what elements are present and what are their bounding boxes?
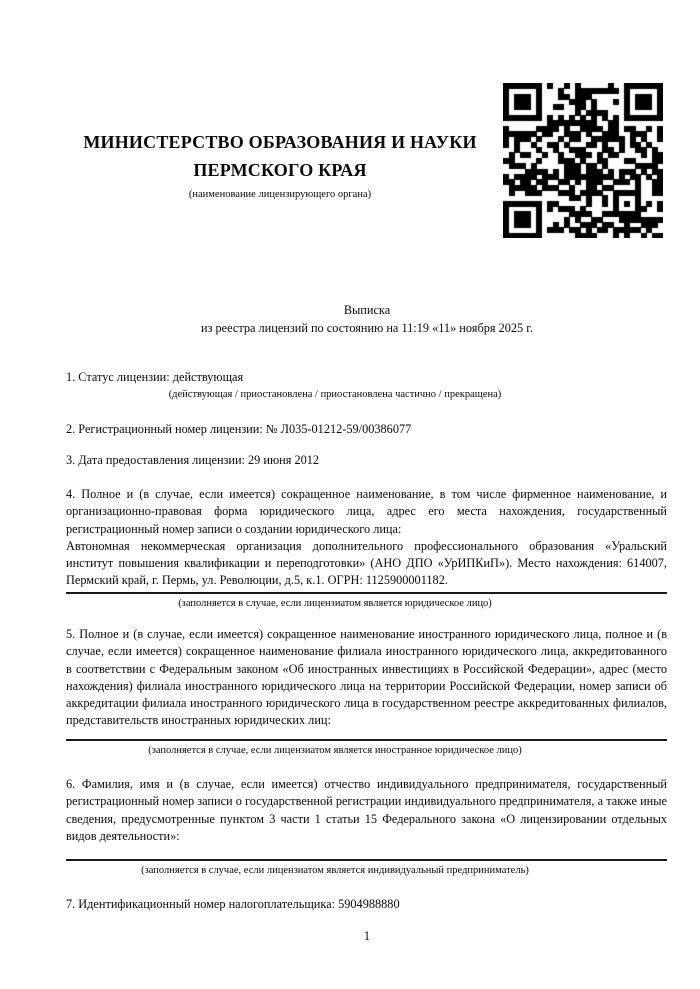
document-title-line2: из реестра лицензий по состоянию на 11:19 «11» ноября 2025 г. — [201, 320, 533, 335]
section-foreign-entity-caption: (заполняется в случае, если лицензиатом является иностранное юридическое лицо) — [148, 744, 522, 756]
section-foreign-entity-text: 5. Полное и (в случае, если имеется) сокращенное наименование иностранного юридического лица, полное и (в случае, если имеется) сокращенное наименование филиала иностранного юридического лица, аккредитованного в соответствии с Федеральным законом «Об иностранных инвестициях в Российской Федерации», адрес (место нахождения) филиала иностранного юридического лица на территории Российской Федерации, номер записи об аккредитации филиала иностранного юридического лица в государственном реестре аккредитованных филиалов, представительств иностранных юридических лиц: — [66, 627, 667, 728]
section-license-date — [66, 452, 667, 469]
section-individual-entrepreneur-text: 6. Фамилия, имя и (в случае, если имеется) отчество индивидуального предпринимателя, государственный регистрационный номер записи о государственной регистрации индивидуального предпринимателя, а также иные сведения, предусмотренные пунктом 3 части 1 статьи 15 Федерального закона «О лицензировании отдельных видов деятельности»: — [66, 777, 667, 843]
section-foreign-entity — [66, 626, 667, 757]
section-license-status-caption: (действующая / приостановлена / приостановлена частично / прекращена) — [168, 389, 502, 401]
section-foreign-entity-underline — [66, 739, 667, 741]
section-legal-entity — [66, 486, 667, 610]
section-registration-number — [66, 421, 667, 438]
section-taxpayer-number-text: 7. Идентификационный номер налогоплательщика: 5904988880 — [66, 897, 400, 911]
section-individual-entrepreneur-underline — [66, 859, 667, 861]
ministry-name-line2: ПЕРМСКОГО КРАЯ — [193, 160, 367, 180]
ministry-caption: (наименование лицензирующего органа) — [188, 189, 372, 200]
document-title — [34, 302, 700, 337]
section-legal-entity-caption: (заполняется в случае, если лицензиатом является юридическое лицо) — [178, 597, 492, 609]
section-taxpayer-number — [66, 896, 667, 913]
section-legal-entity-value: Автономная некоммерческая организация дополнительного профессионального образования «Уральский институт повышения квалификации и переподготовки» (АНО ДПО «УрИПКиП»). Место нахождения: 614007, Пермский край, г. Пермь, ул. Революции, д.5, к.1. ОГРН: 1125900001182. — [66, 538, 667, 588]
section-individual-entrepreneur — [66, 776, 667, 877]
page-number: 1 — [363, 929, 371, 943]
section-license-status-text: 1. Статус лицензии: действующая — [66, 370, 244, 384]
section-legal-entity-text: 4. Полное и (в случае, если имеется) сокращенное наименование, в том числе фирменное наименование, и организационно-правовая форма юридического лица, адрес его места нахождения, государственный регистрационный номер записи о создании юридического лица: — [66, 487, 667, 536]
qr-code-icon — [503, 83, 663, 238]
section-individual-entrepreneur-caption: (заполняется в случае, если лицензиатом является индивидуальный предприниматель) — [141, 865, 529, 877]
section-license-status — [66, 369, 667, 401]
document-title-line1: Выписка — [343, 303, 391, 317]
section-registration-number-text: 2. Регистрационный номер лицензии: № Л035-01212-59/00386077 — [66, 422, 412, 436]
ministry-name-line1: МИНИСТЕРСТВО ОБРАЗОВАНИЯ И НАУКИ — [83, 132, 477, 152]
licensing-authority-header — [66, 128, 494, 201]
section-license-date-text: 3. Дата предоставления лицензии: 29 июня 2012 — [66, 453, 320, 467]
section-legal-entity-underline — [66, 592, 667, 594]
